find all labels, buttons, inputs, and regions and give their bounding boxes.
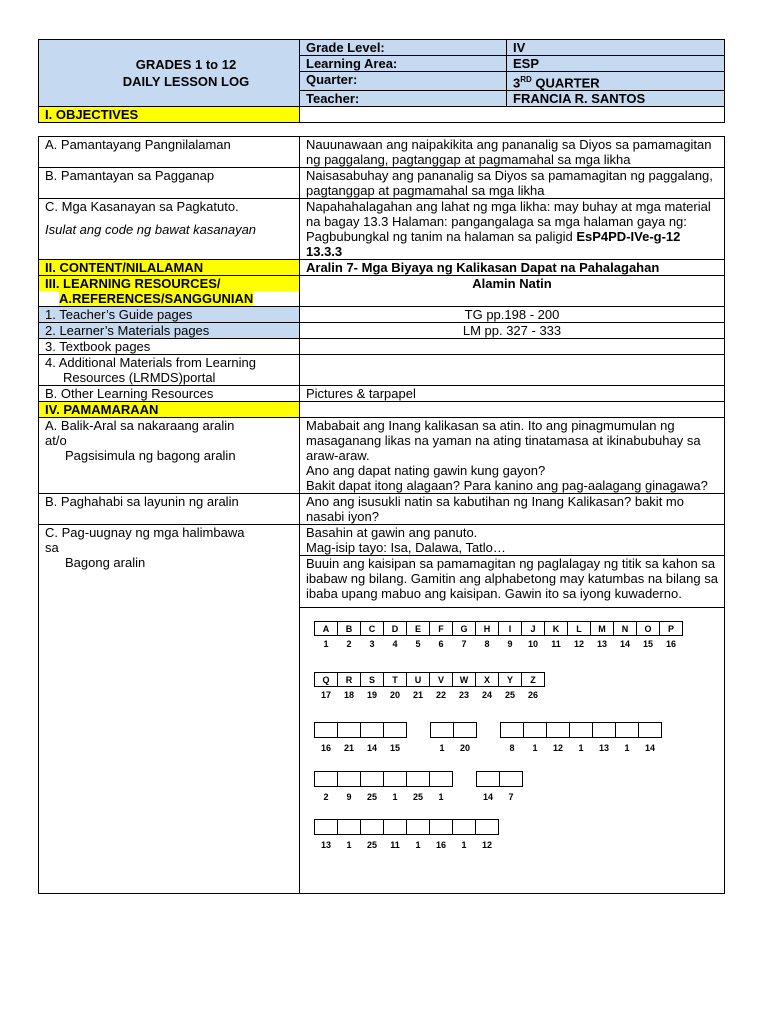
alphabet-letter: S <box>360 672 384 687</box>
learning-area-value: ESP <box>507 56 725 72</box>
balik-aral-label: A. Balik-Aral sa nakaraang aralin at/o Pagsisimula ng bagong aralin <box>39 418 300 494</box>
alphabet-number: 12 <box>573 639 584 650</box>
alphabet-letter: M <box>590 621 614 636</box>
pagganap-value: Naisasabuhay ang pananalig sa Diyos sa pamamagitan ng paggalang, pagtanggap at pagmamahal sa mga likha <box>300 168 725 199</box>
paghahabi-value: Ano ang isusukli natin sa kabutihan ng Inang Kalikasan? bakit mo nasabi iyon? <box>300 494 725 525</box>
title-line2: DAILY LESSON LOG <box>122 74 250 90</box>
pamantayang-label: A. Pamantayang Pangnilalaman <box>39 137 300 168</box>
alphabet-letter: O <box>636 621 660 636</box>
alphabet-row1-numbers <box>314 639 682 650</box>
alphabet-letter: R <box>337 672 361 687</box>
answer-number: 1 <box>346 840 352 851</box>
answer-box[interactable] <box>406 771 430 787</box>
answer-box[interactable] <box>615 722 639 738</box>
teacher-label: Teacher: <box>300 91 507 107</box>
answer-box[interactable] <box>475 819 499 835</box>
answer-number: 1 <box>578 743 584 754</box>
answer-number: 9 <box>346 792 352 803</box>
answer-number: 20 <box>459 743 470 754</box>
alphabet-number: 18 <box>343 690 354 701</box>
answer-number: 1 <box>532 743 538 754</box>
answer-box[interactable] <box>499 771 523 787</box>
kasanayan-label: C. Mga Kasanayan sa Pagkatuto. Isulat ang code ng bawat kasanayan <box>39 199 300 260</box>
procedure-heading: IV. PAMAMARAAN <box>39 402 300 418</box>
alphabet-letter: C <box>360 621 384 636</box>
puzzle-line3 <box>314 819 498 851</box>
lrmds-label: 4. Additional Materials from Learning Resources (LRMDS)portal <box>39 355 300 386</box>
alphabet-letter: D <box>383 621 407 636</box>
alphabet-number: 19 <box>366 690 377 701</box>
alphabet-number: 9 <box>507 639 513 650</box>
alphabet-number: 17 <box>320 690 331 701</box>
quarter-value: 3RD QUARTER <box>507 72 725 91</box>
other-resources-value: Pictures & tarpapel <box>300 386 725 402</box>
answer-box[interactable] <box>383 771 407 787</box>
alphabet-letter: I <box>498 621 522 636</box>
alphabet-number: 7 <box>461 639 467 650</box>
balik-aral-value: Mababait ang Inang kalikasan sa atin. Ito ang pinagmumulan ng masaganang likas na yaman na ating tinatamasa at ikinabubuhay sa araw-araw. Ano ang dapat nating gawin kung gayon? Bakit dapat itong alagaan? Para kanino ang pag-aalagang ginagawa? <box>300 418 725 494</box>
paghahabi-label: B. Paghahabi sa layunin ng aralin <box>39 494 300 525</box>
answer-number: 14 <box>482 792 493 803</box>
content-heading: II. CONTENT/NILALAMAN <box>39 260 300 276</box>
header-table <box>38 39 725 123</box>
answer-box[interactable] <box>523 722 547 738</box>
daily-lesson-log <box>38 39 724 894</box>
alphabet-number: 22 <box>435 690 446 701</box>
answer-box[interactable] <box>569 722 593 738</box>
alphabet-letter: P <box>659 621 683 636</box>
answer-box[interactable] <box>314 771 338 787</box>
alphabet-letter: T <box>383 672 407 687</box>
tg-label: 1. Teacher’s Guide pages <box>39 307 300 323</box>
alphabet-number: 26 <box>527 690 538 701</box>
lm-value: LM pp. 327 - 333 <box>300 323 725 339</box>
pag-uugnay-value: Basahin at gawin ang panuto. Mag-isip tayo: Isa, Dalawa, Tatlo… Buuin ang kaisipan sa pamamagitan ng paglalagay ng titik sa kahon sa ibabaw ng bilang. Gamitin ang alphabetong may katumbas na bilang sa ibaba upang mabuo ang kaisipan. Gawin ito sa iyong kuwaderno. A B C D E F G H I J K L M N O P 1 2 3 4 5 6 7 8 9 10 11 12 13 14 15 16 Q R S T U V W X Y Z 17 18 19 20 21 22 23 24 25 26 16 21 14 15 1 20 8 1 12 1 13 1 14 2 9 25 1 25 1 14 7 13 1 25 11 1 16 1 12 <box>300 525 725 894</box>
alphabet-letter: N <box>613 621 637 636</box>
answer-number: 11 <box>390 840 400 851</box>
answer-number: 16 <box>435 840 446 851</box>
alphabet-number: 16 <box>665 639 676 650</box>
answer-number: 1 <box>415 840 421 851</box>
tg-value: TG pp.198 - 200 <box>300 307 725 323</box>
kasanayan-value: Napahahalagahan ang lahat ng mga likha: may buhay at mga material na bagay 13.3 Halaman: pangangalaga sa mga halaman gaya ng: Pagbubungkal ng tanim na halaman sa paligid EsP4PD-IVe-g-12 13.3.3 <box>300 199 725 260</box>
quarter-label: Quarter: <box>300 72 507 91</box>
answer-number: 1 <box>624 743 630 754</box>
answer-box[interactable] <box>429 819 453 835</box>
alphabet-number: 2 <box>346 639 352 650</box>
alphabet-number: 23 <box>458 690 469 701</box>
main-table <box>38 136 725 894</box>
alphabet-letter: F <box>429 621 453 636</box>
alphabet-number: 15 <box>642 639 653 650</box>
answer-number: 1 <box>439 743 445 754</box>
answer-box[interactable] <box>314 819 338 835</box>
alphabet-number: 11 <box>551 639 561 650</box>
alphabet-number: 8 <box>484 639 490 650</box>
alphabet-number: 14 <box>619 639 630 650</box>
alphabet-letter: B <box>337 621 361 636</box>
alphabet-letter: Z <box>521 672 545 687</box>
alphabet-letter: Q <box>314 672 338 687</box>
alphabet-row2-numbers <box>314 690 544 701</box>
puzzle-area <box>300 607 724 893</box>
answer-box[interactable] <box>500 722 524 738</box>
alphabet-number: 24 <box>481 690 492 701</box>
answer-number: 16 <box>320 743 331 754</box>
alphabet-letter: J <box>521 621 545 636</box>
answer-number: 21 <box>343 743 354 754</box>
objectives-heading: I. OBJECTIVES <box>39 107 300 123</box>
answer-number: 1 <box>461 840 467 851</box>
alphabet-number: 3 <box>369 639 375 650</box>
answer-box[interactable] <box>360 771 384 787</box>
teacher-value: FRANCIA R. SANTOS <box>507 91 725 107</box>
answer-number: 1 <box>438 792 444 803</box>
puzzle-line1 <box>314 722 661 754</box>
lm-label: 2. Learner’s Materials pages <box>39 323 300 339</box>
answer-number: 12 <box>481 840 492 851</box>
alphabet-row1 <box>314 621 682 636</box>
alphabet-number: 5 <box>415 639 421 650</box>
answer-box[interactable] <box>546 722 570 738</box>
answer-number: 25 <box>366 840 377 851</box>
alphabet-letter: Y <box>498 672 522 687</box>
answer-box[interactable] <box>383 722 407 738</box>
pag-uugnay-label: C. Pag-uugnay ng mga halimbawa sa Bagong aralin <box>39 525 300 894</box>
resources-heading-cell: III. LEARNING RESOURCES/ A.REFERENCES/SANGGUNIAN <box>39 276 300 307</box>
answer-box[interactable] <box>453 722 477 738</box>
answer-number: 7 <box>508 792 514 803</box>
answer-number: 1 <box>392 792 398 803</box>
alphabet-letter: E <box>406 621 430 636</box>
alphabet-row2 <box>314 672 544 687</box>
pamantayang-value: Nauunawaan ang naipakikita ang pananalig sa Diyos sa pamamagitan ng paggalang, pagtanggap at pagmamahal sa mga likha <box>300 137 725 168</box>
alamin-natin: Alamin Natin <box>300 276 725 307</box>
answer-box[interactable] <box>383 819 407 835</box>
content-value: Aralin 7- Mga Biyaya ng Kalikasan Dapat na Pahalagahan <box>300 260 725 276</box>
alphabet-number: 4 <box>392 639 398 650</box>
alphabet-number: 20 <box>389 690 400 701</box>
answer-number: 25 <box>366 792 377 803</box>
answer-box[interactable] <box>452 819 476 835</box>
alphabet-letter: X <box>475 672 499 687</box>
answer-box[interactable] <box>314 722 338 738</box>
pagganap-label: B. Pamantayan sa Pagganap <box>39 168 300 199</box>
answer-number: 13 <box>598 743 609 754</box>
answer-number: 15 <box>389 743 400 754</box>
alphabet-number: 6 <box>438 639 444 650</box>
answer-box[interactable] <box>592 722 616 738</box>
alphabet-number: 13 <box>596 639 607 650</box>
title-cell <box>39 40 300 107</box>
answer-box[interactable] <box>360 819 384 835</box>
alphabet-letter: K <box>544 621 568 636</box>
answer-number: 14 <box>366 743 377 754</box>
answer-box[interactable] <box>430 722 454 738</box>
textbook-label: 3. Textbook pages <box>39 339 300 355</box>
alphabet-letter: U <box>406 672 430 687</box>
answer-box[interactable] <box>638 722 662 738</box>
alphabet-number: 25 <box>504 690 515 701</box>
other-resources-label: B. Other Learning Resources <box>39 386 300 402</box>
answer-number: 25 <box>412 792 423 803</box>
alphabet-number: 1 <box>323 639 329 650</box>
alphabet-letter: L <box>567 621 591 636</box>
title-line1: GRADES 1 to 12 <box>135 57 237 73</box>
alphabet-letter: V <box>429 672 453 687</box>
grade-level-label: Grade Level: <box>300 40 507 56</box>
answer-box[interactable] <box>337 819 361 835</box>
puzzle-line2 <box>314 771 522 803</box>
learning-area-label: Learning Area: <box>300 56 507 72</box>
answer-box[interactable] <box>360 722 384 738</box>
answer-number: 14 <box>644 743 655 754</box>
alphabet-letter: H <box>475 621 499 636</box>
answer-number: 12 <box>552 743 563 754</box>
answer-box[interactable] <box>429 771 453 787</box>
grade-level-value: IV <box>507 40 725 56</box>
answer-box[interactable] <box>337 722 361 738</box>
alphabet-number: 10 <box>527 639 538 650</box>
answer-box[interactable] <box>476 771 500 787</box>
answer-number: 2 <box>323 792 329 803</box>
answer-number: 8 <box>509 743 515 754</box>
alphabet-letter: A <box>314 621 338 636</box>
alphabet-number: 21 <box>412 690 423 701</box>
alphabet-letter: W <box>452 672 476 687</box>
answer-number: 13 <box>320 840 331 851</box>
answer-box[interactable] <box>337 771 361 787</box>
answer-box[interactable] <box>406 819 430 835</box>
alphabet-letter: G <box>452 621 476 636</box>
